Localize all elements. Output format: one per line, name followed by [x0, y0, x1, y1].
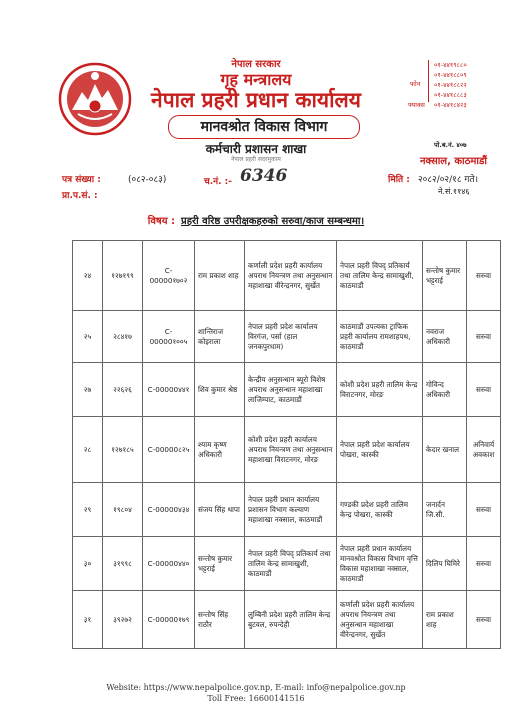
- cell-from: लुम्बिनी प्रदेश प्रहरी तालिम केन्द्र बुटवल, रुपन्देही: [245, 591, 337, 649]
- section-name: कर्मचारी प्रशासन शाखा: [205, 142, 307, 156]
- cell-type: सरुवा: [467, 363, 501, 417]
- cell-id: २८४१७: [103, 311, 143, 363]
- cell-name: राम प्रकाश शाह: [195, 241, 245, 311]
- cell-id: १२७१८५: [103, 417, 143, 483]
- location: नक्साल, काठमाडौं: [420, 156, 487, 167]
- cell-officer: केदार खनाल: [423, 417, 467, 483]
- cell-sn: २८: [73, 417, 103, 483]
- table-row: [73, 591, 501, 649]
- cell-sn: ३१: [73, 591, 103, 649]
- cell-id: ३९२७२: [103, 591, 143, 649]
- cha-label: च.नं. :-: [204, 177, 233, 187]
- cell-sn: २७: [73, 363, 103, 417]
- phone-number: ०१-४४१८८८३: [434, 91, 467, 99]
- cell-code: C-00000१००५: [143, 311, 195, 363]
- cell-to: कर्णाली प्रदेश प्रहरी कार्यालय अपराध नियन्त्रण तथा अनुसन्धान महाशाखा वीरेन्द्रनगर, सुर्खेत: [337, 591, 423, 649]
- cell-sn: २४: [73, 241, 103, 311]
- nepal-sambat: ने.सं.११४६: [438, 187, 470, 196]
- footer-toll-free: Toll Free: 16600141516: [207, 694, 305, 703]
- footer-contact: Website: https://www.nepalpolice.gov.np, E-mail: info@nepalpolice.gov.np: [106, 683, 406, 692]
- table-row: [73, 417, 501, 483]
- cell-name: संजय सिंह थापा: [195, 483, 245, 537]
- subject-line: [0, 213, 512, 227]
- hq-label: नेपाल प्रहरी सदरमुकाम: [231, 156, 281, 163]
- cell-code: C-00000१७०२: [143, 241, 195, 311]
- cell-type: सरुवा: [467, 483, 501, 537]
- ministry-name: गृह मन्त्रालय: [220, 70, 292, 89]
- phone-number: ०१-४४१८४२३: [434, 101, 467, 109]
- table-row: [73, 311, 501, 363]
- cell-id: २२६२६: [103, 363, 143, 417]
- phone-bracket: [428, 60, 432, 102]
- fax-label: फ्याक्स: [408, 101, 425, 109]
- cell-code: C-00000८२५: [143, 417, 195, 483]
- phone-label: फोन: [410, 80, 421, 88]
- cell-to: गण्डकी प्रदेश प्रहरी तालिम केन्द्र पोखरा, कास्की: [337, 483, 423, 537]
- cell-id: १२७१९९: [103, 241, 143, 311]
- cell-from: कर्णाली प्रदेश प्रहरी कार्यालय अपराध नियन्त्रण तथा अनुसन्धान महाशाखा वीरेन्द्रनगर, सुर्खेत: [245, 241, 337, 311]
- cell-officer: राम प्रकाश शाह: [423, 591, 467, 649]
- cell-code: C-00000१७९: [143, 591, 195, 649]
- cell-name: शान्तिराज कोइराला: [195, 311, 245, 363]
- po-box: पो.ब.नं. ४०७: [434, 141, 467, 149]
- cell-to: नेपाल प्रहरी प्रधान कार्यालय मानवश्रोत विकास विभाग वृत्ति विकास महाशाखा नक्साल, काठमाडौं: [337, 537, 423, 591]
- cell-to: काठमाडौं उपत्यका ट्राफिक प्रहरी कार्यालय रामशाहपथ, काठमाडौं: [337, 311, 423, 363]
- pr-label: प्रा.प.सं. :: [62, 191, 98, 201]
- cell-code: C-00000४४१: [143, 363, 195, 417]
- cell-from: केन्द्रीय अनुसन्धान ब्यूरो विशेष अपराध अनुसन्धान महाशाखा लाजिम्पाट, काठमाडौं: [245, 363, 337, 417]
- cell-type: सरुवा: [467, 537, 501, 591]
- phone-number: ०१-४४१८८२२: [434, 81, 467, 89]
- subject-label: विषय :: [147, 216, 175, 227]
- cell-type: सरुवा: [467, 311, 501, 363]
- cell-officer: दिलिप घिमिरे: [423, 537, 467, 591]
- cell-to: नेपाल प्रहरी प्रदेश कार्यालय पोखरा, कास्की: [337, 417, 423, 483]
- cha-number: 6346: [240, 166, 288, 186]
- cell-officer: सन्तोष कुमार भट्टराई: [423, 241, 467, 311]
- cell-type: सरुवा: [467, 591, 501, 649]
- table-row: [73, 241, 501, 311]
- cell-from: नेपाल प्रहरी प्रधान कार्यालय प्रशासन विभाग कल्याण महाशाखा नक्साल, काठमाडौं: [245, 483, 337, 537]
- cell-to: कोशी प्रदेश प्रहरी तालिम केन्द्र विराटनगर, मोरङ: [337, 363, 423, 417]
- cell-type: अनिवार्य अवकाश: [467, 417, 501, 483]
- table-row: [73, 363, 501, 417]
- cell-officer: जनार्दन जि.सी.: [423, 483, 467, 537]
- cell-type: सरुवा: [467, 241, 501, 311]
- cell-id: १९८०४: [103, 483, 143, 537]
- cell-name: शिव कुमार श्रेष्ठ: [195, 363, 245, 417]
- subject-text: प्रहरी वरिष्ठ उपरीक्षकहरुको सरुवा/काज सम्बन्धमा।: [181, 216, 365, 227]
- cell-officer: नवराज अधिकारी: [423, 311, 467, 363]
- cell-sn: ३०: [73, 537, 103, 591]
- table-row: [73, 483, 501, 537]
- cell-code: C-00000४४०: [143, 537, 195, 591]
- phone-number: ०१-४४१८८०९: [434, 71, 467, 79]
- cell-from: नेपाल प्रहरी प्रदेश कार्यालय विरगंज, पर्सा (हाल जनकपुरधाम): [245, 311, 337, 363]
- cell-name: सन्तोष सिंह राठौर: [195, 591, 245, 649]
- cell-name: श्याम कृष्ण अधिकारी: [195, 417, 245, 483]
- cell-from: कोशी प्रदेश प्रहरी कार्यालय अपराध नियन्त्रण तथा अनुसन्धान महाशाखा विराटनगर, मोरङ: [245, 417, 337, 483]
- office-title: नेपाल प्रहरी प्रधान कार्यालय: [151, 88, 361, 112]
- phone-number: ०१-४४१९८८०: [434, 61, 467, 69]
- cell-sn: २९: [73, 483, 103, 537]
- date-label: मिति :: [388, 175, 410, 185]
- cell-sn: २५: [73, 311, 103, 363]
- cell-to: नेपाल प्रहरी विपद् प्रतिकार्य तथा तालिम केन्द्र सामाखुशी, काठमाडौं: [337, 241, 423, 311]
- cell-from: नेपाल प्रहरी विपद् प्रतिकार्य तथा तालिम केन्द्र सामाखुशी, काठमाडौं: [245, 537, 337, 591]
- table-row: [73, 537, 501, 591]
- cell-id: ३१९९८: [103, 537, 143, 591]
- government-name: नेपाल सरकार: [231, 59, 281, 70]
- date-value: २०८२/०२/१८ गते।: [418, 175, 478, 185]
- department-name: मानवश्रोत विकास विभाग: [168, 115, 360, 139]
- cell-name: सन्तोष कुमार भट्टराई: [195, 537, 245, 591]
- ref-label: पत्र संख्या :: [62, 175, 101, 185]
- ref-value: (०८२-०८३): [128, 175, 167, 185]
- transfer-table: [72, 240, 501, 649]
- cell-code: C-00000४३४: [143, 483, 195, 537]
- cell-officer: गोविन्द अधिकारी: [423, 363, 467, 417]
